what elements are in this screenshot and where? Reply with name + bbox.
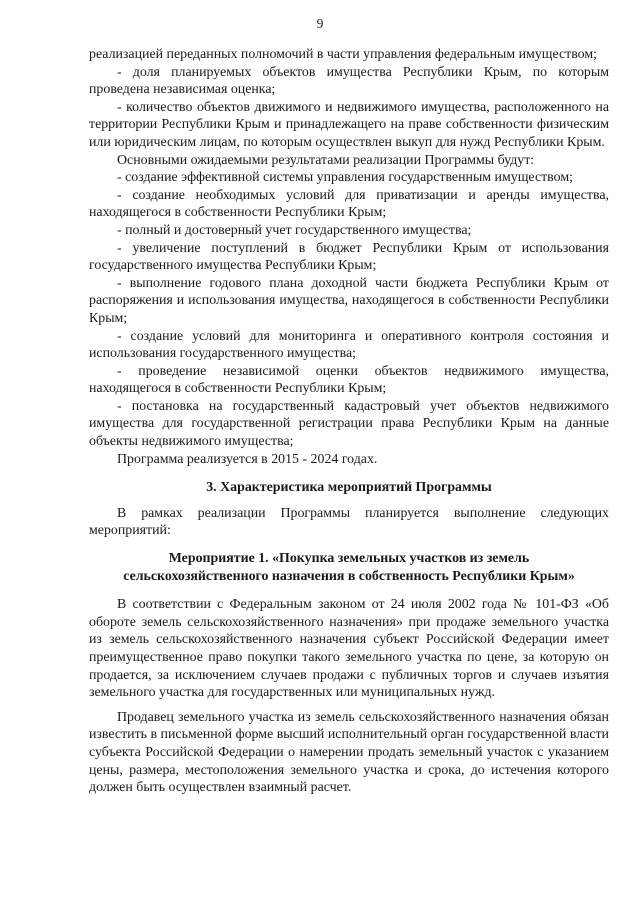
list-item-result: - проведение независимой оценки объектов недвижимого имущества, находящегося в собственности Республики Крым; [89,363,609,397]
measure-heading-line: сельскохозяйственного назначения в собственность Республики Крым» [123,568,575,584]
measure-heading [89,550,609,585]
document-body [89,46,609,797]
list-item-result: - создание необходимых условий для приватизации и аренды имущества, находящегося в собственности Республики Крым; [89,187,609,221]
list-item-result: - постановка на государственный кадастровый учет объектов недвижимого имущества для государственной регистрации права Республики Крым на данные объекты недвижимого имущества; [89,398,609,450]
page-number: 9 [316,16,324,31]
list-item-result: - увеличение поступлений в бюджет Республики Крым от использования государственного имущества Республики Крым; [89,240,609,274]
measure-paragraph: В соответствии с Федеральным законом от 24 июля 2002 года № 101-ФЗ «Об обороте земель сельскохозяйственного назначения» при продаже земельного участка из земель сельскохозяйственного назначения субъект Российской Федерации имеет преимущественное право покупки такого земельного участка по цене, за которую он продается, за исключением случаев продажи с публичных торгов и случаев изъятия земельного участка для государственных или муниципальных нужд. [89,597,609,701]
measure-heading-line: Мероприятие 1. «Покупка земельных участков из земель [168,551,530,567]
list-item-indicator: - доля планируемых объектов имущества Республики Крым, по которым проведена независимая оценка; [89,64,609,98]
list-item-result: - создание эффективной системы управления государственным имуществом; [117,170,573,186]
section-intro: В рамках реализации Программы планируется выполнение следующих мероприятий: [89,505,609,539]
list-item-indicator: - количество объектов движимого и недвижимого имущества, расположенного на территории Республики Крым и принадлежащего на праве собственности физическим или юридическим лицам, по которым осуществлен выкуп для нужд Республики Крым. [89,99,609,150]
section-heading: 3. Характеристика мероприятий Программы [206,480,492,496]
measure-paragraph: Продавец земельного участка из земель сельскохозяйственного назначения обязан известить в письменной форме высший исполнительный орган государственной власти субъекта Российской Федерации о намерении продать земельный участок с указанием цены, размера, местоположения земельного участка и срока, до истечения которого должен быть осуществлен взаимный расчет. [89,709,609,796]
list-item-result: - полный и достоверный учет государственного имущества; [117,222,472,238]
list-item-result: - создание условий для мониторинга и оперативного контроля состояния и использования государственного имущества; [89,328,609,362]
paragraph-continuation: реализацией переданных полномочий в части управления федеральным имуществом; [89,47,598,62]
results-intro: Основными ожидаемыми результатами реализации Программы будут: [117,152,535,168]
list-item-result: - выполнение годового плана доходной части бюджета Республики Крым от распоряжения и использования имущества, находящегося в собственности Республики Крым; [89,275,609,326]
program-period: Программа реализуется в 2015 - 2024 годах. [117,451,378,467]
